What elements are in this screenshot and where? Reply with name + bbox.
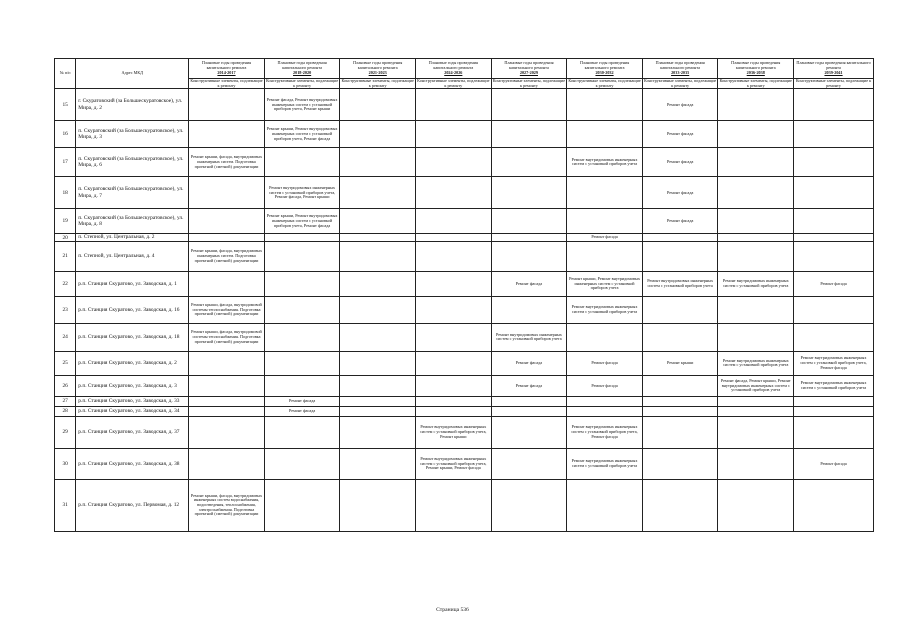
repair-cell	[794, 89, 874, 121]
repair-cell	[642, 406, 718, 416]
repair-cell	[718, 479, 794, 531]
repair-cell	[340, 323, 416, 351]
repair-cell	[264, 479, 340, 531]
repair-cell: Ремонт внутридомовых инженерных систем с установкой приборов учета, Ремонт крыши	[416, 416, 492, 448]
repair-cell: Ремонт крыши, Ремонт внутридомовых инженерных систем с установкой приборов учета, Ремонт фасада	[264, 121, 340, 148]
row-number: 24	[55, 323, 76, 351]
repair-cell: Ремонт фасада	[642, 89, 718, 121]
header-elements: Конструктивные элементы, подлежащие к ремонту	[265, 78, 339, 88]
header-period-label: Плановые годы проведения капитального ремонта	[655, 60, 705, 71]
repair-cell	[416, 296, 492, 323]
repair-cell: Ремонт внутридомовых инженерных систем с установкой приборов учета	[567, 296, 643, 323]
table-row	[55, 351, 874, 375]
repair-cell	[340, 177, 416, 209]
table-row	[55, 89, 874, 121]
page-number: Страница 536	[436, 607, 469, 613]
repair-cell: Ремонт внутридомовых инженерных систем с установкой приборов учета	[718, 271, 794, 296]
repair-cell	[794, 396, 874, 406]
repair-cell	[718, 406, 794, 416]
repair-cell: Ремонт фасада	[491, 271, 567, 296]
row-number: 20	[55, 234, 76, 241]
repair-cell: Ремонт фасада	[567, 351, 643, 375]
repair-cell	[491, 209, 567, 234]
repair-cell	[416, 406, 492, 416]
row-number: 26	[55, 375, 76, 396]
table-row	[55, 416, 874, 448]
header-period	[491, 59, 567, 79]
repair-cell	[642, 448, 718, 479]
repair-cell	[642, 296, 718, 323]
repair-cell: Ремонт фасада	[264, 406, 340, 416]
header-period	[416, 59, 492, 79]
table-row	[55, 241, 874, 271]
repair-cell: Ремонт фасада	[491, 375, 567, 396]
row-address: п. Скуратовский (за Большескуратовское), ул. Мира, д. 7	[76, 177, 189, 209]
row-number: 17	[55, 148, 76, 177]
repair-cell	[794, 241, 874, 271]
table-row	[55, 448, 874, 479]
repair-cell	[567, 177, 643, 209]
repair-cell	[189, 121, 265, 148]
repair-cell	[794, 479, 874, 531]
repair-cell	[491, 296, 567, 323]
repair-cell	[416, 323, 492, 351]
repair-cell	[642, 234, 718, 241]
repair-cell	[794, 177, 874, 209]
repair-cell	[189, 375, 265, 396]
table-body	[55, 89, 874, 531]
document-page	[54, 58, 874, 532]
repair-cell	[491, 406, 567, 416]
repair-cell	[340, 89, 416, 121]
repair-cell	[794, 406, 874, 416]
repair-cell: Ремонт крыши, фасада, внутридомовых инженерных систем. Подготовка проектной (сметной) документации	[189, 148, 265, 177]
row-address: р.п. Станция Скуратово, ул. Первомая, д. 12	[76, 479, 189, 531]
header-period-label: Плановые годы проведения капитального ремонта	[201, 60, 252, 71]
repair-cell: Ремонт внутридомовых инженерных систем с установкой приборов учета, Ремонт крыши, Ремонт фасада	[416, 448, 492, 479]
repair-cell	[491, 448, 567, 479]
header-period-label: Плановые годы проведения капитального ремонта	[277, 60, 327, 71]
repair-cell	[567, 323, 643, 351]
table-row	[55, 234, 874, 241]
repair-cell	[264, 148, 340, 177]
table-row	[55, 177, 874, 209]
repair-cell	[567, 479, 643, 531]
table-row	[55, 271, 874, 296]
table-row	[55, 375, 874, 396]
repair-cell	[642, 416, 718, 448]
header-period-label: Плановые годы проведения капитального ремонта	[428, 60, 478, 71]
repair-cell	[718, 296, 794, 323]
table-row	[55, 121, 874, 148]
repair-cell	[264, 375, 340, 396]
repair-cell	[264, 416, 340, 448]
repair-cell	[567, 121, 643, 148]
table-row	[55, 396, 874, 406]
row-address: п. Скуратовский (за Большескуратовское), ул. Мира, д. 8	[76, 209, 189, 234]
table-row	[55, 209, 874, 234]
header-period-label: Плановые годы проведения капитального ремонта	[731, 60, 781, 71]
header-period-years: 2030-2032	[595, 69, 614, 75]
repair-cell	[567, 396, 643, 406]
repair-cell: Ремонт фасада	[491, 351, 567, 375]
capital-repair-table	[54, 58, 874, 532]
row-number: 22	[55, 271, 76, 296]
repair-cell	[340, 209, 416, 234]
repair-cell	[718, 209, 794, 234]
repair-cell: Ремонт крыши	[642, 351, 718, 375]
header-elements: Конструктивные элементы, подлежащие к ремонту	[568, 78, 641, 88]
repair-cell	[567, 406, 643, 416]
repair-cell	[491, 121, 567, 148]
row-number: 23	[55, 296, 76, 323]
repair-cell: Ремонт внутридомовых инженерных систем с установкой приборов учета	[567, 148, 643, 177]
repair-cell	[264, 234, 340, 241]
repair-cell	[340, 479, 416, 531]
row-address: р.п. Станция Скуратово, ул. Заводская, д. 3	[76, 375, 189, 396]
header-period-label: Плановые годы проведения капитального ремонта	[579, 60, 630, 71]
repair-cell	[416, 234, 492, 241]
row-address: р.п. Станция Скуратово, ул. Заводская, д. 38	[76, 448, 189, 479]
repair-cell: Ремонт внутридомовых инженерных систем с установкой приборов учета	[491, 323, 567, 351]
header-period-years: 2018-2020	[293, 69, 312, 75]
header-elements: Конструктивные элементы, подлежащие к ремонту	[190, 78, 263, 88]
repair-cell	[718, 241, 794, 271]
row-address: р.п. Станция Скуратово, ул. Заводская, д. 1	[76, 271, 189, 296]
repair-cell	[416, 351, 492, 375]
repair-cell	[189, 209, 265, 234]
row-address: р.п. Станция Скуратово, ул. Заводская, д. 18	[76, 323, 189, 351]
header-elements: Конструктивные элементы, подлежащие к ремонту	[417, 78, 490, 88]
table-row	[55, 406, 874, 416]
row-number: 19	[55, 209, 76, 234]
repair-cell: Ремонт внутридомовых инженерных систем с установкой приборов учета, Ремонт фасада, Ремонт крыши	[264, 177, 340, 209]
repair-cell	[416, 241, 492, 271]
repair-cell	[567, 209, 643, 234]
repair-cell	[264, 351, 340, 375]
header-elements: Конструктивные элементы, подлежащие к ремонту	[719, 78, 792, 88]
repair-cell: Ремонт крыши, фасада, внутридомовой системы теплоснабжения. Подготовка проектной (сметной) документации	[189, 296, 265, 323]
repair-cell: Ремонт фасада	[567, 234, 643, 241]
repair-cell	[340, 148, 416, 177]
repair-cell	[794, 148, 874, 177]
header-period-years: 2014-2017	[217, 69, 236, 75]
repair-cell	[491, 148, 567, 177]
row-address: р.п. Станция Скуратово, ул. Заводская, д. 2	[76, 351, 189, 375]
repair-cell	[340, 121, 416, 148]
repair-cell	[794, 416, 874, 448]
row-number: 21	[55, 241, 76, 271]
repair-cell: Ремонт внутридомовых инженерных систем с установкой приборов учета, Ремонт фасада	[567, 416, 643, 448]
row-address: р.п. Станция Скуратово, ул. Заводская, д. 37	[76, 416, 189, 448]
repair-cell	[340, 416, 416, 448]
row-address: р.п. Станция Скуратово, ул. Заводская, д. 33	[76, 396, 189, 406]
repair-cell	[642, 241, 718, 271]
repair-cell: Ремонт внутридомовых инженерных систем с установкой приборов учета	[642, 271, 718, 296]
repair-cell	[794, 121, 874, 148]
header-elements: Конструктивные элементы, подлежащие к ремонту	[492, 78, 566, 88]
repair-cell	[718, 448, 794, 479]
repair-cell	[642, 375, 718, 396]
header-period-years: 2024-2026	[444, 69, 463, 75]
repair-cell	[189, 406, 265, 416]
repair-cell: Ремонт крыши, фасада, внутридомовой системы теплоснабжения. Подготовка проектной (сметной) документации	[189, 323, 265, 351]
repair-cell	[340, 375, 416, 396]
repair-cell: Ремонт фасада, Ремонт крыши, Ремонт внутридомовых инженерных систем с установкой приборов учета	[718, 375, 794, 396]
header-period-label: Плановые годы проведения капитального ремонта	[504, 60, 554, 71]
repair-cell	[264, 323, 340, 351]
row-number: 31	[55, 479, 76, 531]
header-period	[642, 59, 718, 79]
repair-cell	[718, 234, 794, 241]
row-address: п. Скуратовский (за Большескуратовское), ул. Мира, д. 6	[76, 148, 189, 177]
repair-cell	[491, 89, 567, 121]
repair-cell	[491, 479, 567, 531]
repair-cell	[416, 177, 492, 209]
repair-cell	[642, 323, 718, 351]
repair-cell: Ремонт фасада	[567, 375, 643, 396]
table-header	[55, 59, 874, 89]
header-address: Адрес МКД	[76, 59, 189, 89]
repair-cell	[718, 416, 794, 448]
header-period-years: 2036-2038	[746, 69, 765, 75]
row-number: 25	[55, 351, 76, 375]
table-row	[55, 323, 874, 351]
repair-cell: Ремонт фасада, Ремонт внутридомовых инженерных систем с установкой приборов учета, Ремонт крыши	[264, 89, 340, 121]
repair-cell	[416, 479, 492, 531]
repair-cell	[340, 296, 416, 323]
repair-cell	[340, 351, 416, 375]
repair-cell	[718, 148, 794, 177]
header-period	[794, 59, 874, 79]
repair-cell	[491, 241, 567, 271]
repair-cell	[491, 234, 567, 241]
repair-cell: Ремонт фасада	[642, 148, 718, 177]
repair-cell	[189, 351, 265, 375]
repair-cell	[340, 396, 416, 406]
header-period	[189, 59, 265, 79]
repair-cell	[718, 89, 794, 121]
repair-cell	[264, 241, 340, 271]
repair-cell	[264, 448, 340, 479]
repair-cell	[416, 89, 492, 121]
repair-cell	[718, 396, 794, 406]
repair-cell	[416, 375, 492, 396]
row-number: 16	[55, 121, 76, 148]
repair-cell	[718, 121, 794, 148]
repair-cell	[567, 241, 643, 271]
repair-cell	[416, 396, 492, 406]
repair-cell	[416, 148, 492, 177]
repair-cell	[491, 416, 567, 448]
header-elements: Конструктивные элементы, подлежащие к ремонту	[643, 78, 717, 88]
repair-cell	[416, 271, 492, 296]
repair-cell	[340, 241, 416, 271]
repair-cell	[189, 396, 265, 406]
repair-cell: Ремонт крыши, Ремонт внутридомовых инженерных систем с установкой приборов учета, Ремонт фасада	[264, 209, 340, 234]
header-period	[567, 59, 643, 79]
repair-cell	[189, 234, 265, 241]
row-number: 27	[55, 396, 76, 406]
repair-cell	[491, 177, 567, 209]
repair-cell	[491, 396, 567, 406]
header-period	[718, 59, 794, 79]
repair-cell	[264, 296, 340, 323]
repair-cell: Ремонт внутридомовых инженерных систем с установкой приборов учета	[718, 351, 794, 375]
repair-cell: Ремонт фасада	[794, 448, 874, 479]
repair-cell: Ремонт фасада	[264, 396, 340, 406]
repair-cell	[189, 448, 265, 479]
table-row	[55, 148, 874, 177]
header-period-label: Плановые годы проведения капитального ремонта	[796, 60, 871, 71]
header-period-years: 2021-2023	[368, 69, 387, 75]
repair-cell	[794, 209, 874, 234]
header-period	[340, 59, 416, 79]
repair-cell	[794, 234, 874, 241]
repair-cell	[794, 296, 874, 323]
row-number: 29	[55, 416, 76, 448]
repair-cell	[340, 448, 416, 479]
header-period-years: 2027-2029	[519, 69, 538, 75]
repair-cell	[416, 209, 492, 234]
header-period	[264, 59, 340, 79]
header-period-years: 2033-2035	[671, 69, 690, 75]
repair-cell	[189, 89, 265, 121]
repair-cell: Ремонт крыши, фасада, внутридомовых инженерных систем водоснабжения, водоотведения, теплоснабжения, электроснабжения. Подготовка проектной (сметной) документации	[189, 479, 265, 531]
repair-cell	[189, 177, 265, 209]
header-elements: Конструктивные элементы, подлежащие к ремонту	[794, 79, 874, 89]
table-row	[55, 296, 874, 323]
row-address: п. Степной, ул. Центральная, д. 2	[76, 234, 189, 241]
row-address: р.п. Станция Скуратово, ул. Заводская, д. 34	[76, 406, 189, 416]
repair-cell: Ремонт крыши, фасада, внутридомовых инженерных систем. Подготовка проектной (сметной) документации	[189, 241, 265, 271]
repair-cell: Ремонт фасада	[794, 271, 874, 296]
row-number: 18	[55, 177, 76, 209]
repair-cell	[642, 479, 718, 531]
header-number: № п/п	[55, 59, 76, 89]
row-number: 15	[55, 89, 76, 121]
repair-cell: Ремонт фасада	[642, 177, 718, 209]
repair-cell	[794, 323, 874, 351]
repair-cell: Ремонт внутридомовых инженерных систем с установкой приборов учета	[794, 375, 874, 396]
repair-cell: Ремонт фасада	[642, 209, 718, 234]
row-address: п. Степной, ул. Центральная, д. 4	[76, 241, 189, 271]
table-row	[55, 479, 874, 531]
row-address: п. Скуратовский (за Большескуратовское), ул. Мира, д. 3	[76, 121, 189, 148]
repair-cell	[264, 271, 340, 296]
repair-cell	[340, 271, 416, 296]
repair-cell	[340, 406, 416, 416]
repair-cell	[567, 89, 643, 121]
repair-cell: Ремонт внутридомовых инженерных систем с установкой приборов учета	[567, 448, 643, 479]
header-elements: Конструктивные элементы, подлежащие к ремонту	[341, 78, 414, 88]
repair-cell: Ремонт фасада	[642, 121, 718, 148]
repair-cell	[718, 323, 794, 351]
repair-cell	[189, 416, 265, 448]
repair-cell	[189, 271, 265, 296]
header-period-label: Плановые годы проведения капитального ремонта	[353, 60, 403, 71]
repair-cell: Ремонт крыши, Ремонт внутридомовых инженерных систем с установкой приборов учета	[567, 271, 643, 296]
repair-cell: Ремонт внутридомовых инженерных систем с установкой приборов учета, Ремонт фасада	[794, 351, 874, 375]
row-address: г. Скуратовский (за Большескуратовское), ул. Мира, д. 2	[76, 89, 189, 121]
row-number: 30	[55, 448, 76, 479]
repair-cell	[642, 396, 718, 406]
row-address: р.п. Станция Скуратово, ул. Заводская, д. 16	[76, 296, 189, 323]
header-period-years: 2039-2041	[824, 69, 843, 75]
row-number: 28	[55, 406, 76, 416]
repair-cell	[718, 177, 794, 209]
repair-cell	[340, 234, 416, 241]
repair-cell	[416, 121, 492, 148]
